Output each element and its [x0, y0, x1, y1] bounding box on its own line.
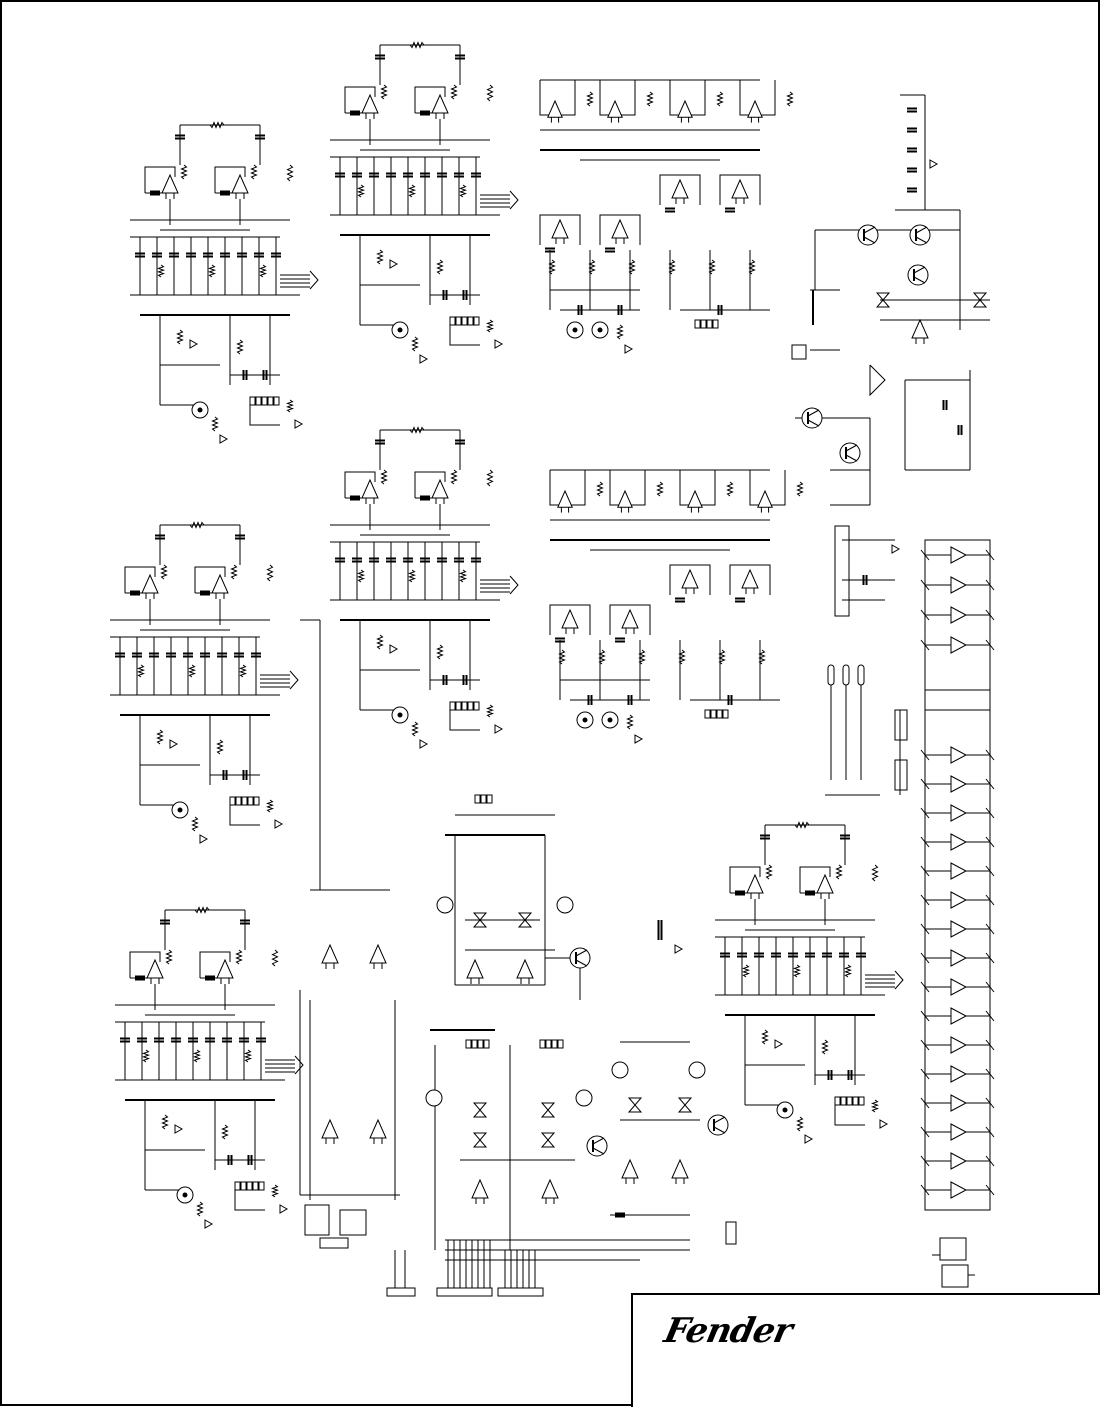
resistor-symbol — [413, 337, 418, 351]
opamp-symbol — [622, 610, 638, 634]
resistor-symbol — [210, 265, 215, 277]
resistor-symbol — [452, 85, 457, 99]
capacitor-symbol — [615, 639, 625, 642]
opamp-symbol — [562, 610, 578, 634]
resistor-symbol — [598, 482, 603, 496]
jack-connector — [192, 402, 208, 418]
pin-header — [695, 320, 718, 328]
opamp-symbol — [542, 1180, 558, 1204]
jack-connector — [392, 707, 408, 723]
opamp-symbol — [618, 491, 632, 513]
opamp-symbol — [742, 570, 758, 594]
resistor-symbol — [798, 482, 803, 496]
resistor-symbol — [359, 185, 364, 197]
rail-indicator — [612, 1062, 628, 1078]
resistor-symbol — [846, 965, 851, 977]
resistor-symbol — [237, 950, 242, 964]
resistor-symbol — [198, 1202, 203, 1216]
ground-symbol — [390, 260, 397, 268]
pin-header — [450, 702, 479, 710]
opamp-symbol — [748, 101, 762, 123]
opamp-symbol — [747, 875, 763, 899]
buffer-symbol — [951, 1066, 966, 1082]
resistor-symbol — [182, 165, 187, 179]
opamp-symbol — [217, 960, 233, 984]
pin-header — [250, 397, 279, 405]
resistor-symbol — [788, 92, 793, 106]
jack-connector — [172, 802, 188, 818]
opamp-symbol — [142, 575, 158, 599]
ground-symbol — [775, 1040, 782, 1048]
ground-symbol — [880, 1120, 887, 1128]
rail-indicator — [557, 897, 573, 913]
capacitor-symbol — [659, 920, 662, 930]
opamp-symbol — [517, 960, 533, 984]
capacitor-symbol — [907, 169, 917, 172]
rail-indicator — [426, 1090, 442, 1106]
resistor-symbol — [438, 260, 443, 274]
buffer-symbol — [951, 577, 966, 593]
ground-symbol — [205, 1220, 212, 1228]
transistor-symbol — [708, 1115, 728, 1135]
opamp-symbol — [147, 960, 163, 984]
resistor-symbol — [452, 470, 457, 484]
resistor-symbol — [795, 965, 800, 977]
capacitor-symbol — [675, 599, 685, 602]
opamp-symbol — [608, 101, 622, 123]
buffer-symbol — [951, 1124, 966, 1140]
ground-symbol — [625, 345, 632, 353]
resistor-symbol — [273, 1185, 278, 1197]
buffer-symbol — [951, 921, 966, 937]
opamp-symbol — [622, 1160, 638, 1184]
resistor-symbol — [658, 482, 663, 496]
resistor-symbol — [618, 325, 623, 339]
ground-symbol — [675, 945, 682, 953]
opamp-symbol — [370, 1120, 386, 1144]
opamp-symbol — [688, 491, 702, 513]
pin-header — [835, 1097, 864, 1105]
connector-block — [305, 1205, 329, 1235]
rail-indicator — [576, 1090, 592, 1106]
capacitor-symbol — [907, 189, 917, 192]
buffer-symbol — [951, 1182, 966, 1198]
resistor-symbol — [213, 417, 218, 431]
ground-symbol — [280, 1205, 287, 1213]
buffer-symbol — [951, 1095, 966, 1111]
resistor-symbol — [488, 470, 493, 486]
transistor-symbol — [910, 225, 930, 245]
opamp-symbol — [322, 945, 338, 969]
transistor-symbol — [908, 265, 928, 285]
buffer-symbol — [951, 776, 966, 792]
relay-coil — [792, 345, 806, 359]
pin-header — [705, 710, 728, 718]
edge-connector — [387, 1288, 415, 1296]
resistor-symbol — [488, 705, 493, 717]
transistor-symbol — [840, 443, 860, 463]
fender-logo — [643, 1301, 796, 1351]
resistor-symbol — [438, 645, 443, 659]
switch-body — [895, 760, 907, 790]
opamp-symbol — [162, 175, 178, 199]
resistor-symbol — [288, 165, 293, 181]
resistor-symbol — [798, 1117, 803, 1131]
resistor-symbol — [159, 265, 164, 277]
capacitor-symbol — [907, 129, 917, 132]
capacitor-symbol — [907, 149, 917, 152]
resistor-symbol — [744, 965, 749, 977]
buffer-symbol — [951, 979, 966, 995]
ground-symbol — [220, 435, 227, 443]
resistor-symbol — [628, 715, 633, 729]
buffer-symbol — [951, 1037, 966, 1053]
resistor-symbol — [382, 85, 387, 99]
opamp-symbol — [232, 175, 248, 199]
trim-component — [726, 1222, 736, 1244]
ground-symbol — [190, 340, 197, 348]
resistor-symbol — [588, 92, 593, 106]
resistor-symbol — [193, 817, 198, 831]
pin-header — [540, 1040, 563, 1048]
resistor-symbol — [218, 740, 223, 754]
opamp-symbol — [472, 1180, 488, 1204]
switch-element — [474, 1103, 486, 1117]
resistor-symbol — [378, 250, 383, 264]
edge-connector — [437, 1288, 492, 1296]
resistor-symbol — [410, 570, 415, 582]
jack-connector — [392, 322, 408, 338]
buffer-symbol — [951, 1153, 966, 1169]
edge-connector — [498, 1288, 543, 1296]
opamp-symbol — [362, 95, 378, 119]
capacitor-symbol — [907, 109, 917, 112]
resistor-symbol — [410, 185, 415, 197]
resistor-symbol — [178, 330, 183, 344]
ground-symbol — [805, 1135, 812, 1143]
resistor-symbol — [728, 482, 733, 496]
jack-connector — [177, 1187, 193, 1203]
capacitor-symbol — [959, 425, 962, 435]
resistor-symbol — [273, 950, 278, 966]
connector-block — [340, 1210, 366, 1235]
ground-symbol — [275, 820, 282, 828]
resistor-symbol — [488, 320, 493, 332]
buffer-symbol — [951, 805, 966, 821]
switch-element — [629, 1098, 641, 1112]
footswitch-contact — [828, 665, 834, 685]
opamp-symbol — [432, 95, 448, 119]
capacitor-symbol — [735, 599, 745, 602]
ground-symbol — [420, 355, 427, 363]
ground-symbol — [930, 160, 937, 168]
resistor-symbol — [767, 865, 772, 879]
opamp-symbol — [467, 960, 483, 984]
resistor-symbol — [246, 1050, 251, 1062]
jack-connector — [592, 322, 608, 338]
resistor-symbol — [873, 865, 878, 881]
capacitor-symbol — [659, 930, 662, 940]
resistor-symbol — [261, 265, 266, 277]
footswitch-contact — [858, 665, 864, 685]
opamp-symbol — [552, 220, 568, 244]
resistor-symbol — [268, 800, 273, 812]
jack-connector — [777, 1102, 793, 1118]
switch-element — [542, 1103, 554, 1117]
resistor-symbol — [195, 1050, 200, 1062]
switch-element — [474, 1133, 486, 1147]
opamp-symbol — [682, 570, 698, 594]
footswitch-contact — [843, 665, 849, 685]
buffer-symbol — [951, 863, 966, 879]
opamp-symbol — [548, 101, 562, 123]
resistor-symbol — [823, 1040, 828, 1054]
capacitor-symbol — [725, 209, 735, 212]
transistor-symbol — [570, 948, 590, 968]
buffer-symbol — [951, 547, 966, 563]
brand-logo-text: Fender — [660, 1311, 796, 1351]
resistor-symbol — [144, 1050, 149, 1062]
opamp-symbol — [558, 491, 572, 513]
ground-symbol — [170, 740, 177, 748]
opamp-symbol — [672, 180, 688, 204]
switch-element — [542, 1133, 554, 1147]
ground-symbol — [495, 725, 502, 733]
opamp-symbol — [362, 480, 378, 504]
buffer-symbol — [951, 950, 966, 966]
opamp-symbol — [912, 320, 928, 344]
resistor-symbol — [873, 1100, 878, 1112]
switch-element — [679, 1098, 691, 1112]
resistor-symbol — [378, 635, 383, 649]
ground-symbol — [892, 545, 899, 553]
resistor-symbol — [288, 400, 293, 412]
bus-connector-strip — [921, 540, 994, 1210]
connector-block — [320, 1238, 348, 1248]
opamp-symbol — [612, 220, 628, 244]
regulator-block — [940, 1238, 966, 1260]
pin-header — [230, 797, 259, 805]
resistor-symbol — [837, 865, 842, 879]
resistor-symbol — [461, 185, 466, 197]
switch-body — [895, 710, 907, 740]
resistor-symbol — [413, 722, 418, 736]
buffer-symbol — [951, 607, 966, 623]
transistor-symbol — [858, 225, 878, 245]
ground-symbol — [635, 735, 642, 743]
ground-symbol — [390, 645, 397, 653]
resistor-symbol — [232, 565, 237, 579]
opamp-symbol — [678, 101, 692, 123]
regulator-block — [942, 1265, 968, 1287]
jack-connector — [602, 712, 618, 728]
opamp-symbol — [212, 575, 228, 599]
resistor-symbol — [139, 665, 144, 677]
resistor-symbol — [163, 1115, 168, 1129]
pin-header — [235, 1182, 264, 1190]
opamp-symbol — [817, 875, 833, 899]
resistor-symbol — [252, 165, 257, 179]
resistor-symbol — [268, 565, 273, 581]
transistor-symbol — [802, 408, 822, 428]
transistor-symbol — [587, 1136, 607, 1156]
buffer-symbol — [951, 892, 966, 908]
capacitor-symbol — [944, 400, 947, 410]
resistor-symbol — [461, 570, 466, 582]
title-block — [631, 1293, 1100, 1407]
resistor-symbol — [241, 665, 246, 677]
pin-header — [466, 1040, 489, 1048]
resistor-symbol — [223, 1125, 228, 1139]
jack-connector — [567, 322, 583, 338]
resistor-symbol — [190, 665, 195, 677]
ground-symbol — [495, 340, 502, 348]
opamp-symbol — [758, 491, 772, 513]
resistor-symbol — [167, 950, 172, 964]
opamp-symbol — [370, 945, 386, 969]
resistor-symbol — [162, 565, 167, 579]
buffer-symbol — [951, 637, 966, 653]
capacitor-symbol — [605, 249, 615, 252]
schematic-components — [115, 43, 986, 1297]
opamp-symbol — [432, 480, 448, 504]
resistor-symbol — [382, 470, 387, 484]
ground-symbol — [420, 740, 427, 748]
buffer-symbol — [951, 1008, 966, 1024]
buffer-symbol — [951, 834, 966, 850]
resistor-symbol — [648, 92, 653, 106]
ground-symbol — [200, 835, 207, 843]
pin-header — [450, 317, 479, 325]
rail-indicator — [437, 897, 453, 913]
opamp-symbol — [322, 1120, 338, 1144]
resistor-symbol — [763, 1030, 768, 1044]
jack-connector — [577, 712, 593, 728]
rail-indicator — [689, 1062, 705, 1078]
capacitor-symbol — [665, 209, 675, 212]
resistor-symbol — [158, 730, 163, 744]
resistor-symbol — [238, 340, 243, 354]
opamp-symbol — [672, 1160, 688, 1184]
buffer-symbol — [951, 747, 966, 763]
resistor-symbol — [359, 570, 364, 582]
ground-symbol — [175, 1125, 182, 1133]
resistor-symbol — [488, 85, 493, 101]
pin-header — [475, 795, 492, 803]
resistor-symbol — [718, 92, 723, 106]
opamp-symbol — [732, 180, 748, 204]
ground-symbol — [295, 420, 302, 428]
